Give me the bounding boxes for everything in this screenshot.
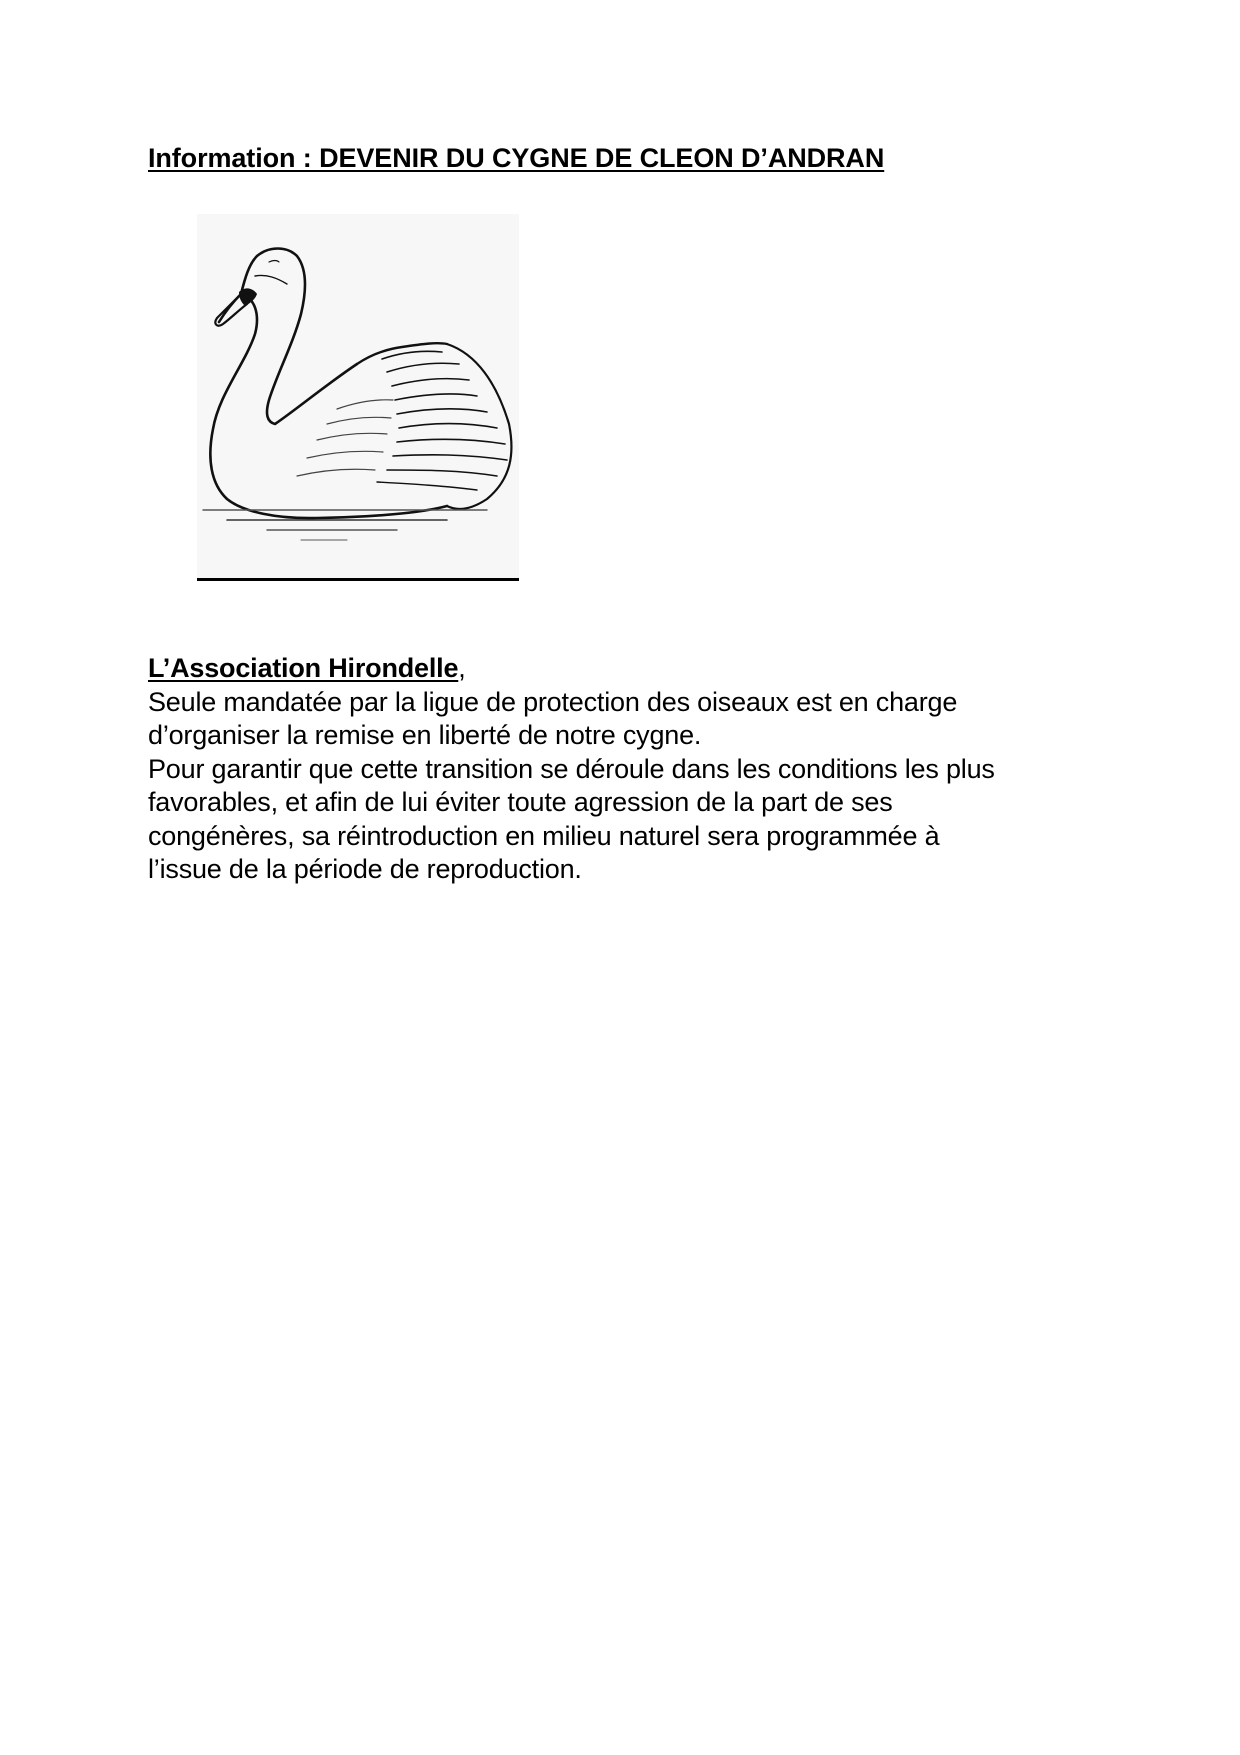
figure-divider [197, 578, 519, 581]
text-line: Pour garantir que cette transition se déroule dans les conditions les plus [148, 753, 995, 784]
association-heading [148, 652, 1108, 686]
association-punct: , [458, 653, 466, 683]
text-line: favorables, et afin de lui éviter toute agression de la part de ses [148, 787, 893, 817]
text-line: congénères, sa réintroduction en milieu naturel sera programmée à [148, 820, 940, 851]
text-line: l’issue de la période de reproduction. [148, 854, 582, 884]
swan-illustration-icon [197, 214, 519, 578]
document-title: Information : DEVENIR DU CYGNE DE CLEON D’ANDRAN [148, 143, 885, 173]
text-line: d’organiser la remise en liberté de notre cygne. [148, 720, 702, 750]
document-body [148, 652, 1108, 887]
association-name: L’Association Hirondelle [148, 653, 459, 683]
swan-figure [197, 214, 519, 582]
text-line: Seule mandatée par la ligue de protection des oiseaux est en charge [148, 686, 958, 717]
